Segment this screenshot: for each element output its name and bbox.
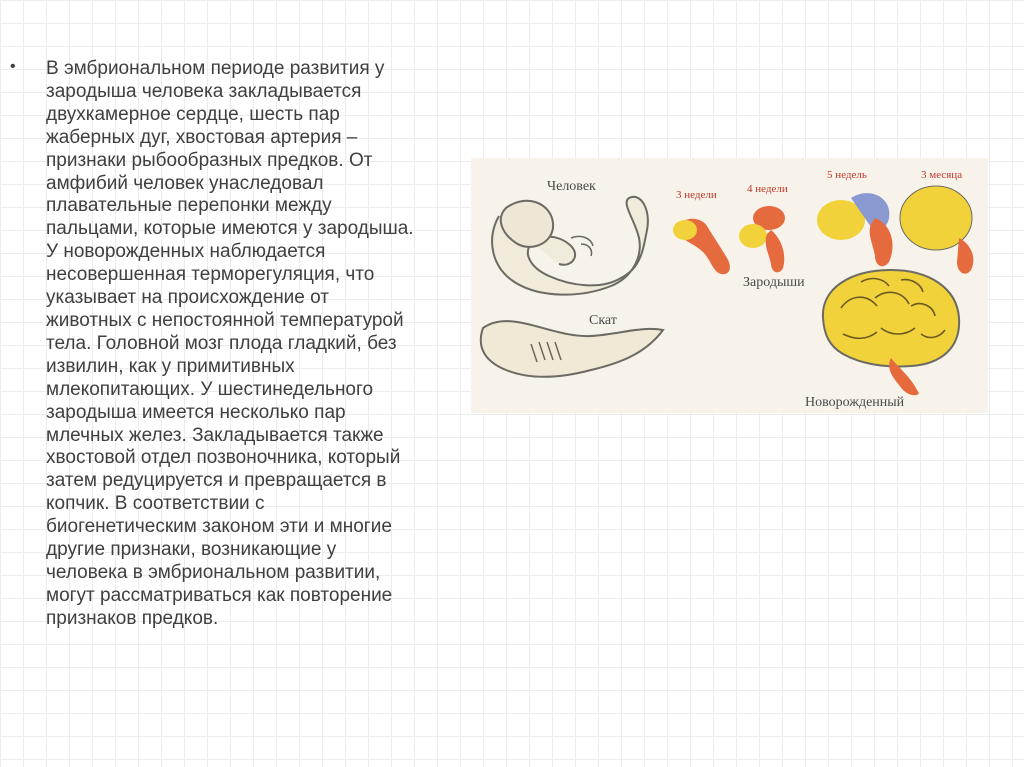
brain-4-weeks [739,183,788,272]
label-3-weeks: 3 недели [676,189,717,201]
brain-3-weeks [673,189,730,274]
human-embryo-drawing [492,179,648,295]
ray-embryo-drawing [481,313,663,377]
label-3-months: 3 месяца [921,169,963,181]
label-4-weeks: 4 недели [747,183,788,195]
brain-3-months [900,169,973,274]
label-5-weeks: 5 недель [827,169,867,181]
bullet-point: • [10,58,16,75]
label-embryos: Зародыши [743,275,805,290]
slide-body-text: В эмбриональном периоде развития у зародыша человека закладывается двухкамерное сердце, шесть пар жаберных дуг, хвостовая артерия – признаки рыбообразных предков. От амфибий человек унаследовал плавательные перепонки между пальцами, которые имеются у зародыша. У новорожденных наблюдается несовершенная терморегуляция, что указывает на происхождение от животных с непостоянной температурой тела. Головной мозг плода гладкий, без извилин, как у примитивных млекопитающих. У шестинедельного зародыша имеется несколько пар млечных желез. Закладывается также хвостовой отдел позвоночника, который затем редуцируется и превращается в копчик. В соответствии с биогенетическим законом эти и многие другие признаки, возникающие у человека в эмбриональном развитии, могут рассматриваться как повторение признаков предков. [46,58,414,629]
label-ray: Скат [589,313,617,328]
label-human: Человек [547,179,596,194]
label-newborn: Новорожденный [805,395,905,410]
brain-newborn [805,270,959,410]
embryo-brain-illustration [471,158,988,413]
brain-5-weeks [817,169,893,266]
